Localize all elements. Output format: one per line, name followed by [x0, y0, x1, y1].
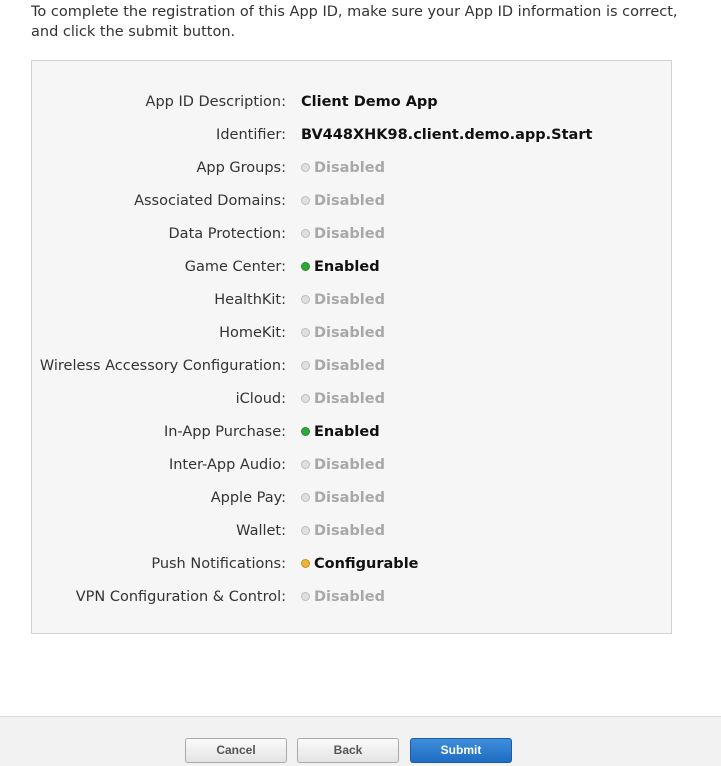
detail-row-data-protection — [32, 224, 671, 257]
detail-row-healthkit — [32, 290, 671, 323]
status-dot-icon — [301, 493, 310, 502]
status-text: Configurable — [314, 556, 419, 572]
detail-status — [301, 488, 385, 508]
detail-row-inter-app-audio — [32, 455, 671, 488]
detail-status — [301, 554, 419, 574]
detail-label: HomeKit: — [219, 325, 286, 341]
detail-status — [301, 224, 385, 244]
detail-label: In-App Purchase: — [163, 424, 286, 440]
detail-status — [301, 455, 385, 475]
status-dot-icon — [301, 163, 310, 172]
detail-status — [301, 191, 385, 211]
detail-status — [301, 257, 380, 277]
detail-label: Apple Pay: — [210, 490, 286, 506]
status-text: Enabled — [314, 259, 380, 275]
detail-status — [301, 356, 385, 376]
detail-status — [301, 422, 380, 442]
status-dot-icon — [301, 460, 310, 469]
detail-label: iCloud: — [235, 391, 286, 407]
status-text: Disabled — [314, 226, 385, 242]
status-text: Disabled — [314, 160, 385, 176]
status-dot-icon — [301, 196, 310, 205]
app-id-details-panel — [31, 60, 672, 634]
status-dot-icon — [301, 328, 310, 337]
detail-row-icloud — [32, 389, 671, 422]
intro-text: To complete the registration of this App ID, make sure your App ID information is correct, and click the submit button. — [31, 4, 678, 40]
status-text: Disabled — [314, 391, 385, 407]
status-dot-icon — [301, 427, 310, 436]
detail-row-app-groups — [32, 158, 671, 191]
status-text: Disabled — [314, 457, 385, 473]
detail-label: Game Center: — [184, 259, 286, 275]
status-text: Enabled — [314, 424, 380, 440]
detail-label: App Groups: — [196, 160, 286, 176]
submit-button[interactable]: Submit — [410, 738, 512, 763]
status-text: Disabled — [314, 523, 385, 539]
status-dot-icon — [301, 394, 310, 403]
detail-row-wireless-accessory-configuration — [32, 356, 671, 389]
status-dot-icon — [301, 592, 310, 601]
detail-status — [301, 587, 385, 607]
detail-row-associated-domains — [32, 191, 671, 224]
detail-value: BV448XHK98.client.demo.app.Start — [301, 127, 593, 143]
detail-status — [301, 158, 385, 178]
status-dot-icon — [301, 229, 310, 238]
detail-label: Associated Domains: — [134, 193, 286, 209]
status-text: Disabled — [314, 490, 385, 506]
status-text: Disabled — [314, 589, 385, 605]
detail-value: Client Demo App — [301, 94, 438, 110]
detail-row-in-app-purchase — [32, 422, 671, 455]
back-button[interactable]: Back — [297, 738, 399, 763]
status-text: Disabled — [314, 325, 385, 341]
detail-row-game-center — [32, 257, 671, 290]
detail-label: Push Notifications: — [151, 556, 286, 572]
status-dot-icon — [301, 262, 310, 271]
status-dot-icon — [301, 361, 310, 370]
action-footer — [0, 716, 721, 766]
status-dot-icon — [301, 559, 310, 568]
detail-label: VPN Configuration & Control: — [75, 589, 286, 605]
detail-row-identifier — [32, 125, 671, 158]
detail-status — [301, 389, 385, 409]
detail-label: Data Protection: — [168, 226, 286, 242]
detail-label: Wireless Accessory Configuration: — [39, 358, 286, 374]
detail-label: HealthKit: — [214, 292, 286, 308]
detail-row-homekit — [32, 323, 671, 356]
detail-status — [301, 323, 385, 343]
detail-row-vpn-configuration — [32, 587, 671, 620]
status-text: Disabled — [314, 358, 385, 374]
detail-status — [301, 290, 385, 310]
status-text: Disabled — [314, 193, 385, 209]
detail-label: Identifier: — [216, 127, 286, 143]
detail-row-push-notifications — [32, 554, 671, 587]
cancel-button[interactable]: Cancel — [185, 738, 287, 763]
status-dot-icon — [301, 295, 310, 304]
detail-row-apple-pay — [32, 488, 671, 521]
detail-row-app-id-description — [32, 92, 671, 125]
detail-row-wallet — [32, 521, 671, 554]
detail-label: Inter-App Audio: — [168, 457, 286, 473]
status-text: Disabled — [314, 292, 385, 308]
detail-label: App ID Description: — [145, 94, 286, 110]
status-dot-icon — [301, 526, 310, 535]
detail-label: Wallet: — [236, 523, 286, 539]
detail-status — [301, 521, 385, 541]
